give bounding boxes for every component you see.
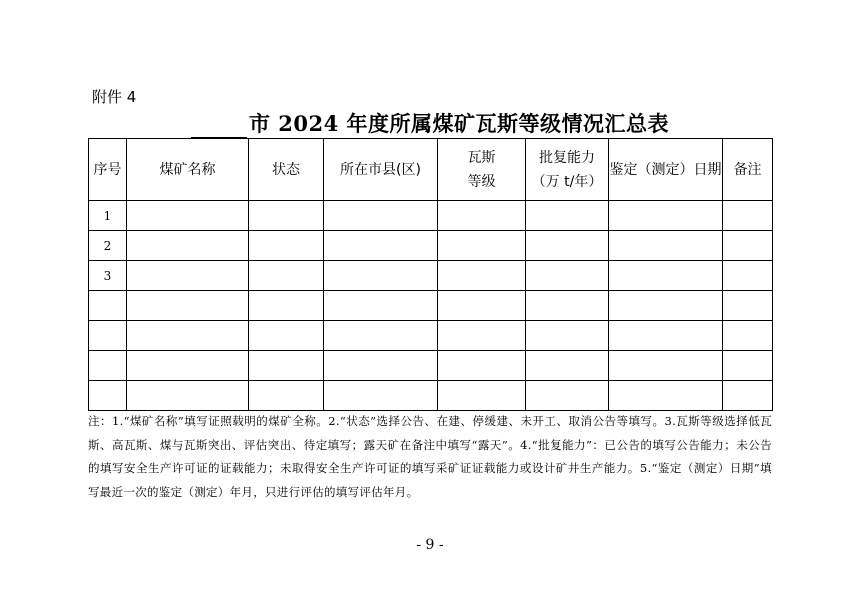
table-cell xyxy=(127,261,249,291)
table-cell xyxy=(249,381,324,411)
table-row xyxy=(89,291,773,321)
table-row xyxy=(89,261,773,291)
table-cell xyxy=(526,261,609,291)
table-cell xyxy=(723,231,773,261)
column-header-label: 鉴定（测定）日期 xyxy=(609,161,722,178)
column-header xyxy=(89,139,127,201)
table-note: 注：1.“煤矿名称”填写证照载明的煤矿全称。2.“状态”选择公告、在建、停缓建、未开工、取消公告等填写。3.瓦斯等级选择低瓦斯、高瓦斯、煤与瓦斯突出、评估突出、待定填写；露天矿在备注中填写“露天”。4.“批复能力”：已公告的填写公告能力；未公告的填写安全生产许可证的证载能力；未取得安全生产许可证的填写采矿证证载能力或设计矿井生产能力。5.“鉴定（测定）日期”填写最近一次的鉴定（测定）年月，只进行评估的填写评估年月。 xyxy=(88,414,772,499)
table-cell xyxy=(609,321,723,351)
column-header-sublabel: 等级 xyxy=(467,173,496,190)
city-name-blank xyxy=(191,115,247,138)
page-number: - 9 - xyxy=(416,537,444,553)
table-cell xyxy=(324,291,438,321)
document-title xyxy=(88,108,772,138)
column-header xyxy=(723,139,773,201)
column-header xyxy=(438,139,526,201)
table-cell xyxy=(438,201,526,231)
table-cell xyxy=(723,201,773,231)
table-cell xyxy=(526,291,609,321)
table-cell xyxy=(324,351,438,381)
table-cell xyxy=(249,321,324,351)
table-cell xyxy=(324,231,438,261)
column-header xyxy=(324,139,438,201)
row-number-cell: 3 xyxy=(89,261,127,291)
table-cell xyxy=(723,261,773,291)
table-cell xyxy=(723,291,773,321)
table-cell xyxy=(249,291,324,321)
table-cell xyxy=(526,351,609,381)
table-cell xyxy=(609,201,723,231)
table-row xyxy=(89,201,773,231)
table-cell xyxy=(324,201,438,231)
column-header xyxy=(609,139,723,201)
table-cell xyxy=(324,381,438,411)
table-cell xyxy=(609,291,723,321)
attachment-label: 附件 4 xyxy=(92,88,137,106)
table-cell xyxy=(526,201,609,231)
table-cell xyxy=(438,321,526,351)
column-header-sublabel: （万 t/年） xyxy=(531,173,603,190)
coal-mine-summary-table xyxy=(88,138,773,411)
table-cell xyxy=(526,321,609,351)
table-cell xyxy=(127,291,249,321)
title-text: 市 2024 年度所属煤矿瓦斯等级情况汇总表 xyxy=(248,111,670,136)
table-header-row xyxy=(89,139,773,201)
table-cell xyxy=(127,201,249,231)
table-row xyxy=(89,381,773,411)
table-body xyxy=(89,201,773,411)
column-header-label: 状态 xyxy=(272,161,300,178)
table-cell xyxy=(438,231,526,261)
column-header xyxy=(127,139,249,201)
table-row xyxy=(89,231,773,261)
table-cell xyxy=(249,261,324,291)
table-cell xyxy=(526,231,609,261)
table-cell xyxy=(526,381,609,411)
table-cell xyxy=(438,351,526,381)
table-cell xyxy=(324,261,438,291)
table-cell xyxy=(249,201,324,231)
column-header-label: 序号 xyxy=(93,161,122,178)
column-header xyxy=(526,139,609,201)
row-number-cell: 1 xyxy=(89,201,127,231)
table-cell xyxy=(249,231,324,261)
table-cell xyxy=(609,381,723,411)
table-cell xyxy=(324,321,438,351)
table-cell xyxy=(127,381,249,411)
table-cell xyxy=(609,261,723,291)
column-header xyxy=(249,139,324,201)
row-number-cell xyxy=(89,291,127,321)
table-cell xyxy=(127,321,249,351)
table-cell xyxy=(609,351,723,381)
table-cell xyxy=(127,351,249,381)
table-cell xyxy=(723,321,773,351)
table-cell xyxy=(127,231,249,261)
row-number-cell xyxy=(89,351,127,381)
column-header-label: 煤矿名称 xyxy=(159,161,216,178)
table-cell xyxy=(438,291,526,321)
table-cell xyxy=(609,231,723,261)
table-cell xyxy=(438,261,526,291)
table-cell xyxy=(723,381,773,411)
table-row xyxy=(89,321,773,351)
table-cell xyxy=(723,351,773,381)
column-header-label: 批复能力 xyxy=(539,149,595,166)
column-header-label: 瓦斯 xyxy=(467,149,496,166)
column-header-label: 所在市县(区) xyxy=(340,161,421,178)
table-cell xyxy=(249,351,324,381)
row-number-cell xyxy=(89,321,127,351)
row-number-cell: 2 xyxy=(89,231,127,261)
table-cell xyxy=(438,381,526,411)
row-number-cell xyxy=(89,381,127,411)
column-header-label: 备注 xyxy=(733,161,762,178)
table-row xyxy=(89,351,773,381)
